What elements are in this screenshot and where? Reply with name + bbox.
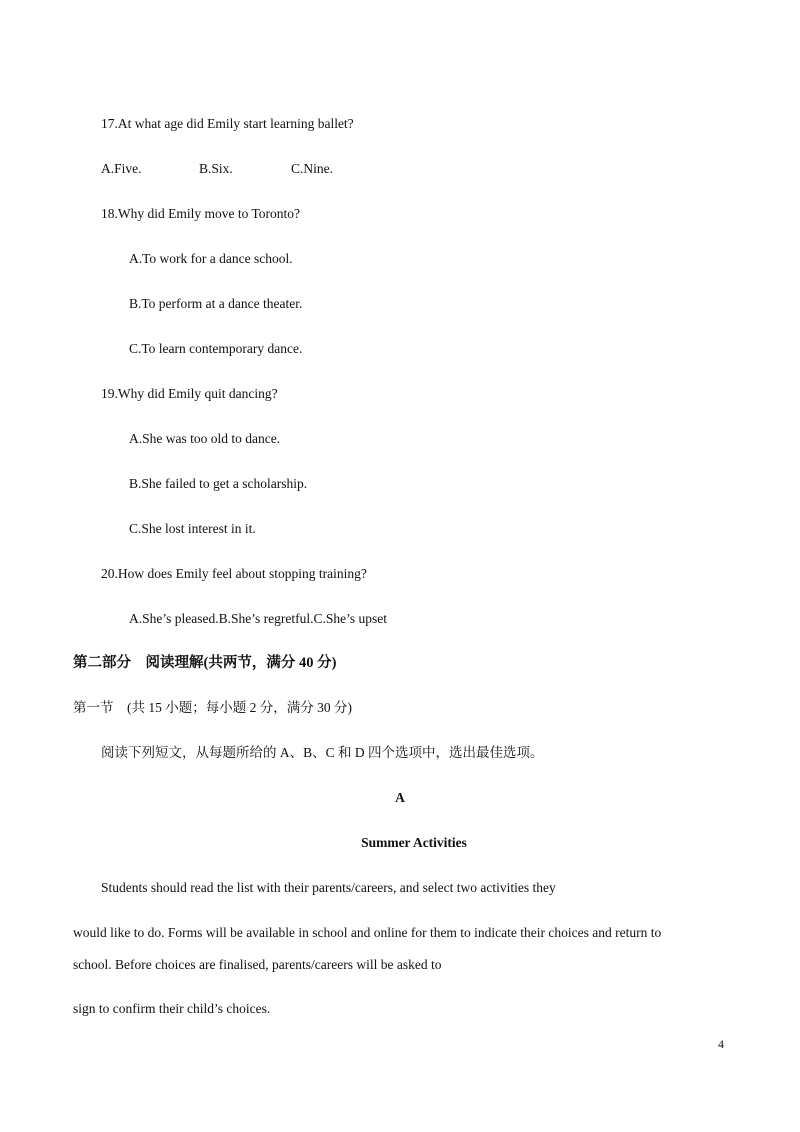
question-18-option-b: B.To perform at a dance theater. (129, 296, 303, 311)
passage-line-4: sign to confirm their child’s choices. (73, 1001, 271, 1016)
question-19: 19.Why did Emily quit dancing? (101, 386, 278, 401)
passage-line-1: Students should read the list with their parents/careers, and select two activities they (101, 880, 556, 895)
question-17: 17.At what age did Emily start learning ballet? (101, 116, 354, 131)
question-19-option-b: B.She failed to get a scholarship. (129, 476, 308, 491)
part-two-title: 第二部分 阅读理解(共两节，满分 40 分) (73, 655, 337, 671)
passage-title: Summer Activities (361, 835, 467, 850)
section-one-heading: 第一节 (共 15 小题；每小题 2 分，满分 30 分) (73, 700, 352, 715)
question-18-option-c: C.To learn contemporary dance. (129, 341, 303, 356)
page-number: 4 (718, 1037, 724, 1051)
question-18: 18.Why did Emily move to Toronto? (101, 206, 301, 221)
question-20-options: A.She’s pleased.B.She’s regretful.C.She’s upset (129, 611, 387, 626)
passage-line-3: school. Before choices are finalised, parents/careers will be asked to (73, 957, 442, 972)
question-19-option-a: A.She was too old to dance. (129, 431, 281, 446)
reading-instruction: 阅读下列短文，从每题所给的 A、B、C 和 D 四个选项中，选出最佳选项。 (101, 745, 544, 760)
option-a: A.Five. (101, 161, 142, 176)
option-b: B.Six. (199, 161, 233, 176)
option-c: C.Nine. (291, 161, 333, 176)
passage-line-2: would like to do. Forms will be available in school and online for them to indicate their choices and return to (73, 925, 662, 940)
passage-label: A (395, 790, 405, 805)
question-20: 20.How does Emily feel about stopping training? (101, 566, 367, 581)
question-19-option-c: C.She lost interest in it. (129, 521, 256, 536)
question-18-option-a: A.To work for a dance school. (129, 251, 293, 266)
